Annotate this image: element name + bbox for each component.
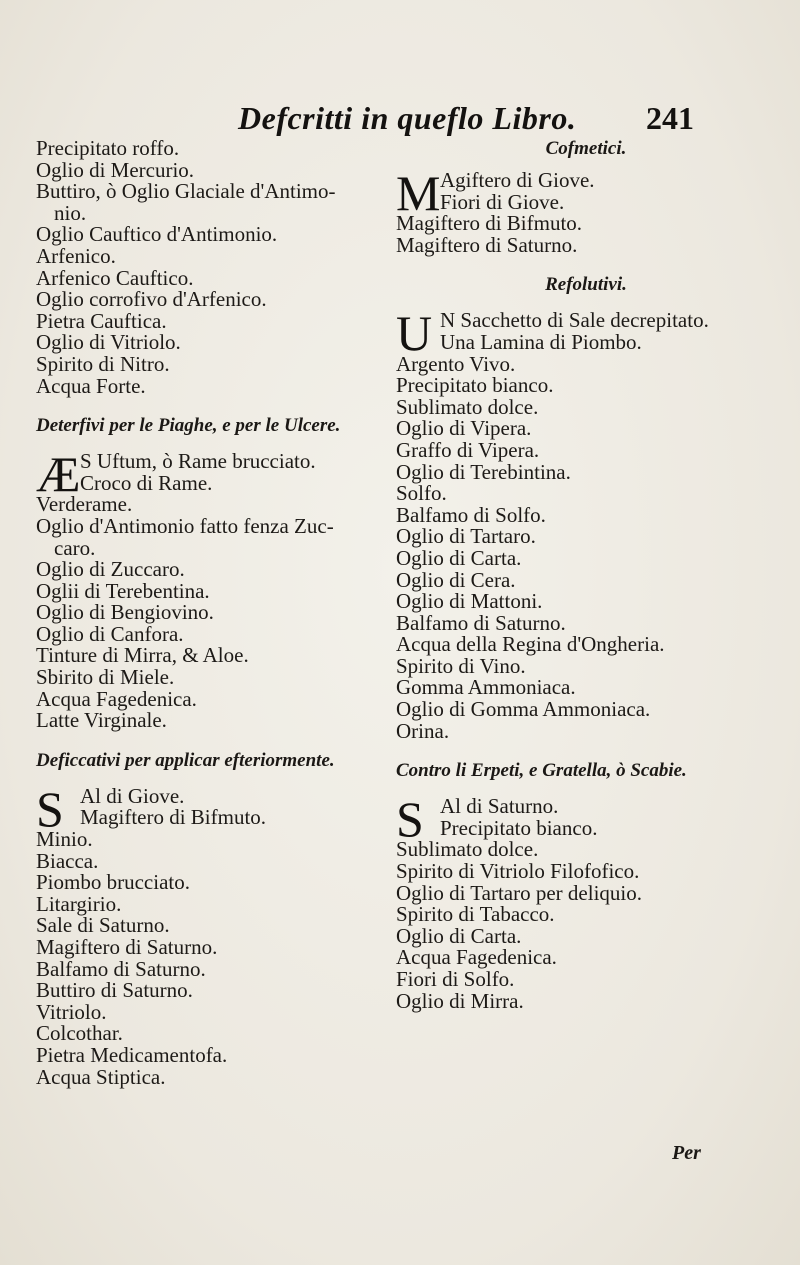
list-item: Precipitato bianco. — [440, 815, 598, 840]
list-item: Oglio di Tartaro. — [396, 524, 536, 549]
list-item: Oglio di Terebintina. — [396, 459, 571, 484]
list-item: Sale di Saturno. — [36, 913, 170, 938]
list-item: Spirito di Vitriolo Filofofico. — [396, 859, 640, 884]
list-item: Balfamo di Saturno. — [36, 956, 206, 981]
list-item: Oglio di Carta. — [396, 545, 522, 570]
detersivi-list — [36, 494, 376, 732]
list-item: Oglio di Vipera. — [396, 416, 532, 441]
list-item: S Uftum, ò Rame brucciato. — [80, 449, 316, 474]
drop-cap-entry — [36, 446, 376, 503]
list-item: Spirito di Nitro. — [36, 351, 170, 376]
list-item: Litargirio. — [36, 891, 122, 916]
list-item: Croco di Rame. — [80, 470, 213, 495]
list-item: Acqua della Regina d'Ongheria. — [396, 632, 665, 657]
list-item: Oglio corrofivo d'Arfenico. — [36, 287, 267, 312]
list-item: Acqua Fagedenica. — [396, 945, 557, 970]
section-heading-deficcativi: Deficcativi per applicar efteriormente. — [36, 749, 335, 771]
list-item: Graffo di Vipera. — [396, 437, 540, 462]
drop-cap: M — [396, 165, 441, 221]
list-item: Spirito di Tabacco. — [396, 902, 555, 927]
erpeti-list — [396, 839, 776, 1012]
list-item: Minio. — [36, 827, 93, 852]
list-item: Oglio di Mirra. — [396, 988, 524, 1013]
list-item: Piombo brucciato. — [36, 870, 190, 895]
section-heading-resolutivi: Refolutivi. — [545, 274, 627, 296]
list-item: Pietra Medicamentofa. — [36, 1042, 228, 1067]
list-item: Sublimato dolce. — [396, 394, 539, 419]
list-item: Fiori di Giove. — [440, 189, 565, 214]
list-item: Colcothar. — [36, 1021, 123, 1046]
list-item: Verderame. — [36, 492, 133, 517]
list-item: Magiftero di Bifmuto. — [80, 805, 267, 830]
list-item: N Sacchetto di Sale decrepitato. — [440, 308, 709, 333]
list-item: Oglio di Canfora. — [36, 621, 184, 646]
section-heading-erpeti: Contro li Erpeti, e Gratella, ò Scabie. — [396, 760, 687, 782]
list-item: Oglio di Carta. — [396, 923, 522, 948]
drop-cap: S — [396, 791, 424, 848]
header-title: Defcritti in queflo Libro. — [238, 100, 577, 136]
list-item: Vitriolo. — [36, 999, 107, 1024]
list-item: Al di Saturno. — [440, 794, 559, 819]
list-item: Precipitato roffo. — [36, 136, 180, 160]
list-item: Oglio di Tartaro per deliquio. — [396, 880, 643, 905]
list-item: Tinture di Mirra, & Aloe. — [36, 643, 249, 668]
list-item: Buttiro, ò Oglio Glaciale d'Antimo- — [36, 179, 336, 204]
resolutivi-list — [396, 351, 776, 743]
list-item: nio. — [54, 200, 87, 225]
left-column — [36, 138, 376, 1088]
list-item: Biacca. — [36, 848, 99, 873]
drop-cap-entry — [396, 305, 776, 362]
list-item: Oglio d'Antimonio fatto fenza Zuc- — [36, 513, 334, 538]
list-item: Al di Giove. — [80, 783, 185, 808]
drop-cap-entry — [396, 165, 776, 221]
list-item: Oglio di Vitriolo. — [36, 330, 181, 355]
drop-cap: Æ — [36, 446, 81, 503]
list-item: Balfamo di Solfo. — [396, 502, 546, 527]
list-item: Latte Virginale. — [36, 708, 167, 733]
drop-cap-entry — [396, 791, 776, 848]
list-item: Acqua Stiptica. — [36, 1064, 166, 1089]
list-item: Oglio di Mercurio. — [36, 157, 195, 182]
page-number: 241 — [646, 100, 694, 136]
list-item: Magiftero di Saturno. — [396, 232, 578, 257]
list-item: Oglio di Cera. — [396, 567, 516, 592]
drop-cap-entry — [36, 780, 376, 837]
list-item: Buttiro di Saturno. — [36, 978, 193, 1003]
list-item: Sublimato dolce. — [396, 837, 539, 862]
list-item: Balfamo di Saturno. — [396, 610, 566, 635]
deficcativi-list — [36, 829, 376, 1088]
list-item: Magiftero di Saturno. — [36, 935, 218, 959]
intro-list — [36, 138, 376, 397]
list-item: Gomma Ammoniaca. — [396, 675, 576, 700]
list-item: Oglio di Zuccaro. — [36, 557, 185, 582]
section-heading-detersivi: Deterfivi per le Piaghe, e per le Ulcere. — [36, 415, 341, 437]
cosmetici-list — [396, 213, 776, 256]
list-item: Oglio di Mattoni. — [396, 589, 543, 614]
list-item: Oglio Cauftico d'Antimonio. — [36, 222, 278, 247]
list-item: caro. — [54, 535, 96, 560]
right-column — [396, 138, 776, 1012]
catchword: Per — [672, 1142, 701, 1164]
list-item: Orina. — [396, 718, 450, 743]
drop-cap: U — [396, 305, 433, 362]
list-item: Spirito di Vino. — [396, 653, 526, 678]
section-heading-cosmetici: Cofmetici. — [545, 138, 627, 159]
list-item: Solfo. — [396, 481, 447, 506]
drop-cap: S — [36, 780, 64, 837]
list-item: Pietra Cauftica. — [36, 308, 167, 333]
list-item: Arfenico Cauftico. — [36, 265, 194, 290]
list-item: Acqua Fagedenica. — [36, 686, 197, 711]
list-item: Fiori di Solfo. — [396, 967, 515, 991]
list-item: Oglii di Terebentina. — [36, 578, 210, 603]
list-item: Oglio di Bengiovino. — [36, 600, 214, 625]
list-item: Agiftero di Giove. — [440, 168, 595, 192]
list-item: Argento Vivo. — [396, 351, 516, 376]
list-item: Magiftero di Bifmuto. — [396, 211, 583, 236]
list-item: Acqua Forte. — [36, 373, 146, 398]
list-item: Una Lamina di Piombo. — [440, 329, 642, 354]
list-item: Oglio di Gomma Ammoniaca. — [396, 697, 651, 722]
list-item: Arfenico. — [36, 243, 116, 268]
list-item: Sbirito di Miele. — [36, 665, 175, 690]
list-item: Precipitato bianco. — [396, 373, 554, 398]
